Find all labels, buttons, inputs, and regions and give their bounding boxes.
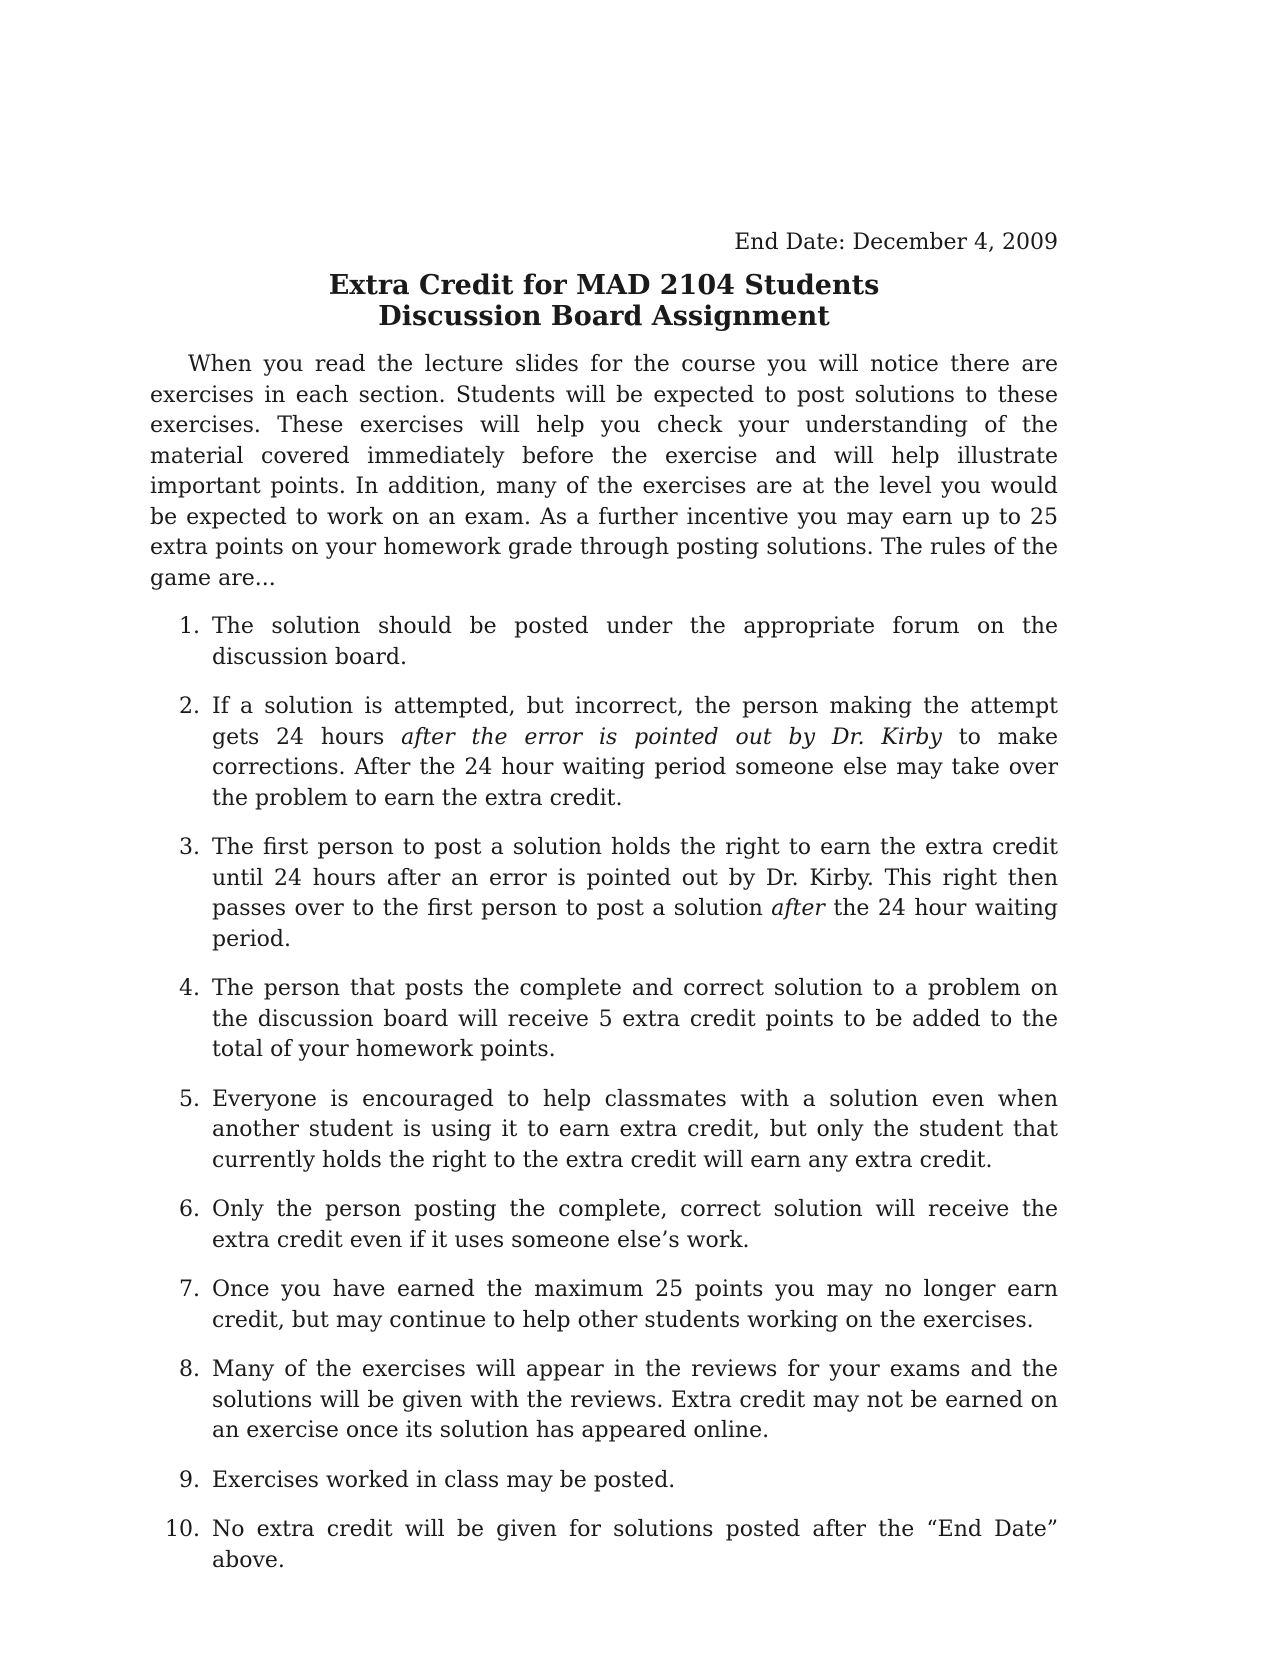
rule-text-part: The first person to post a solution holds the right to earn the extra credit until 24 hours after an error is pointed out by Dr. Kirby. This right then passes over to the first person to post a solution [212,835,1058,921]
rule-item [150,1355,1058,1447]
rule-text: Once you have earned the maximum 25 points you may no longer earn credit, but may continue to help other students working on the exercises. [212,1277,1058,1333]
rule-item [150,1085,1058,1177]
rule-item [150,692,1058,814]
rule-number: 5. [179,1086,200,1112]
rule-number: 1. [179,614,200,639]
rule-number: 2. [179,694,200,719]
rule-text: Everyone is encouraged to help classmates with a solution even when another student is using it to earn extra credit, but only the student that currently holds the right to the extra credit will earn any extra credit. [212,1086,1058,1173]
rule-text: The solution should be posted under the appropriate forum on the discussion board. [212,614,1058,670]
rule-number: 9. [179,1467,200,1493]
rule-number: 3. [179,835,200,860]
rule-number: 8. [179,1357,200,1382]
rule-item [150,974,1058,1066]
rules-list [150,612,1058,1576]
rule-text-part: If a solution is attempted, but incorrect, the person making the attempt gets 24 hours [212,694,1058,750]
rule-text: The person that posts the complete and correct solution to a problem on the discussion board will receive 5 extra credit points to be added to the total of your homework points. [212,976,1058,1062]
rule-text: No extra credit will be given for solutions posted after the “End Date” above. [212,1517,1058,1573]
rule-item [150,612,1058,673]
rule-text-emphasis: after [771,896,825,921]
title-line-2: Discussion Board Assignment [378,301,830,332]
document-title [150,270,1058,332]
rule-item [150,1275,1058,1336]
rule-item [150,833,1058,955]
rule-number: 6. [179,1197,200,1222]
rule-number: 4. [179,976,200,1001]
rule-number: 10. [165,1517,200,1542]
rule-item [150,1195,1058,1256]
title-line-1: Extra Credit for MAD 2104 Students [328,270,880,301]
rule-text: Many of the exercises will appear in the reviews for your exams and the solutions will be given with the reviews. Extra credit may not be earned on an exercise once its solution has appeared online. [212,1357,1058,1443]
rule-text-emphasis: after the error is pointed out by Dr. Kirby [401,724,942,750]
rule-text: Only the person posting the complete, correct solution will receive the extra credit even if it uses someone else’s work. [212,1197,1058,1253]
intro-paragraph: When you read the lecture slides for the course you will notice there are exercises in each section. Students will be expected to post solutions to these exercises. These exercises will help you check your understanding of the material covered immediately before the exercise and will help illustrate important points. In addition, many of the exercises are at the level you would be expected to work on an exam. As a further incentive you may earn up to 25 extra points on your homework grade through posting solutions. The rules of the game are... [150,352,1058,591]
rule-item [150,1515,1058,1576]
rule-number: 7. [179,1277,200,1302]
document-page [150,228,1058,1595]
rule-text-part: the 24 hour waiting period. [212,896,1058,952]
end-date: End Date: December 4, 2009 [734,230,1058,255]
rule-text: Exercises worked in class may be posted. [212,1467,676,1493]
rule-text-part: to make corrections. After the 24 hour waiting period someone else may take over the problem to earn the extra credit. [212,724,1058,811]
rule-item [150,1466,1058,1497]
